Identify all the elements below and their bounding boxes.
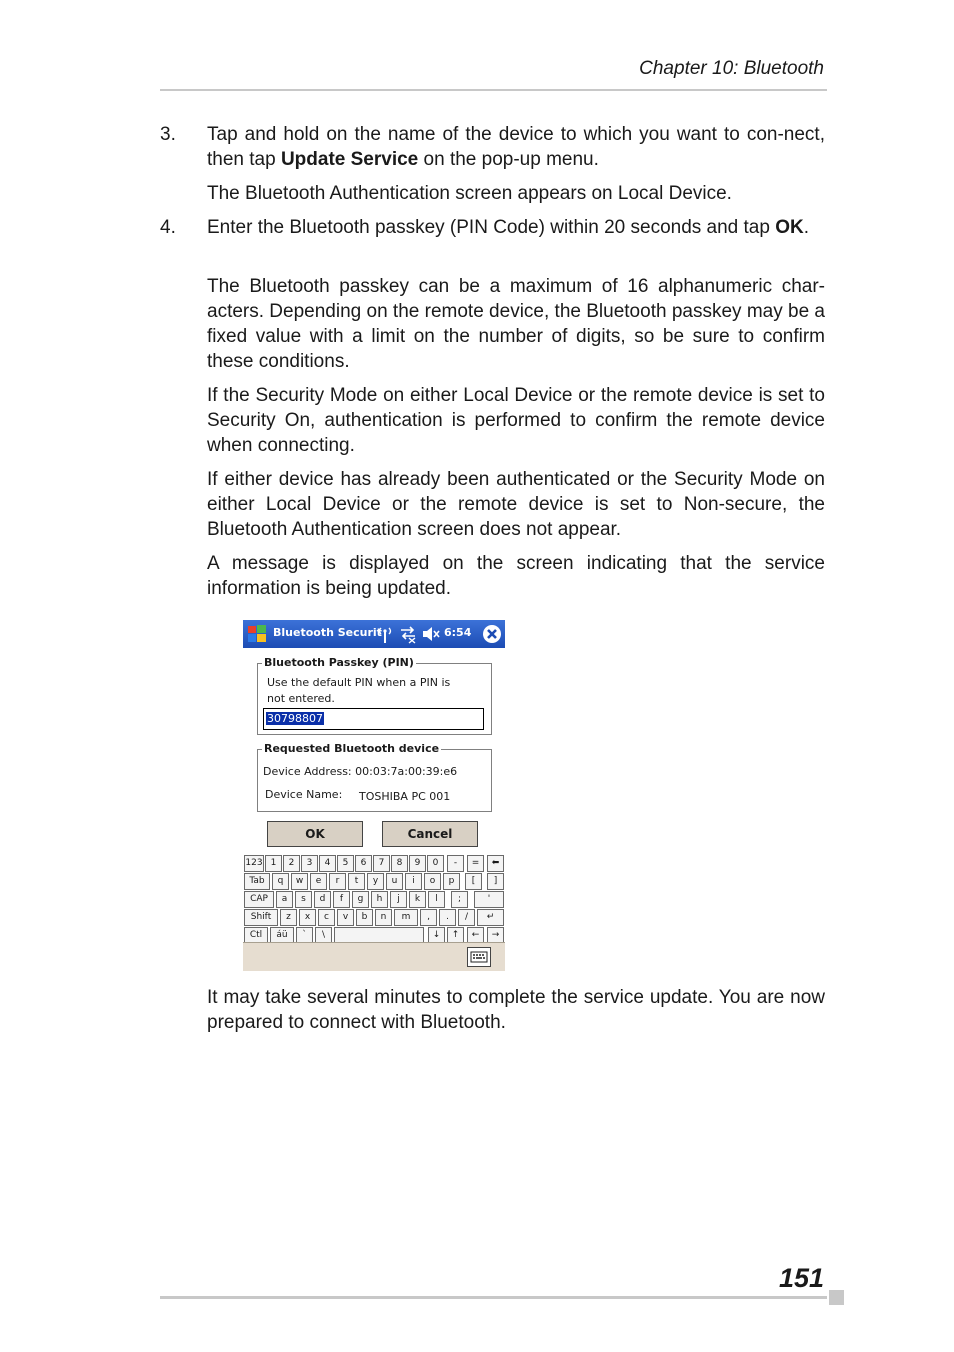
step-number: 3. bbox=[160, 124, 176, 145]
step-text bbox=[207, 122, 825, 172]
clock-time[interactable]: 6:54 bbox=[444, 626, 472, 639]
key[interactable]: ` bbox=[296, 927, 313, 944]
key[interactable]: t bbox=[348, 873, 365, 890]
key[interactable]: , bbox=[420, 909, 437, 926]
key[interactable]: q bbox=[272, 873, 289, 890]
message-paragraph: A message is displayed on the screen indicating that the service information is being updated. bbox=[207, 553, 825, 599]
soft-keyboard bbox=[243, 853, 505, 943]
step-text bbox=[207, 215, 825, 240]
key[interactable]: 4 bbox=[319, 855, 336, 872]
page-number: 151 bbox=[778, 1263, 824, 1293]
key[interactable]: e bbox=[310, 873, 327, 890]
key[interactable]: g bbox=[352, 891, 369, 908]
requested-device-group-title: Requested Bluetooth device bbox=[264, 742, 440, 755]
tab-key[interactable]: Tab bbox=[244, 873, 270, 890]
key[interactable]: r bbox=[329, 873, 346, 890]
key[interactable]: . bbox=[439, 909, 456, 926]
key-123[interactable]: 123 bbox=[244, 855, 264, 872]
pin-hint-line1: Use the default PIN when a PIN is bbox=[267, 676, 451, 689]
key[interactable]: 2 bbox=[283, 855, 300, 872]
footer-marker bbox=[829, 1290, 844, 1305]
enter-key[interactable]: ↵ bbox=[477, 909, 504, 926]
key[interactable]: b bbox=[356, 909, 373, 926]
key[interactable]: u bbox=[386, 873, 403, 890]
key[interactable]: k bbox=[409, 891, 426, 908]
key[interactable]: m bbox=[394, 909, 418, 926]
ok-button[interactable]: OK bbox=[267, 821, 363, 847]
key[interactable]: c bbox=[318, 909, 335, 926]
key[interactable]: l bbox=[428, 891, 445, 908]
key[interactable]: v bbox=[337, 909, 354, 926]
pin-value: 30798807 bbox=[267, 712, 323, 725]
step-4 bbox=[160, 215, 825, 240]
ctrl-key[interactable]: Ctl bbox=[244, 927, 268, 944]
key[interactable]: 7 bbox=[373, 855, 390, 872]
shift-key[interactable]: Shift bbox=[244, 909, 278, 926]
key[interactable]: y bbox=[367, 873, 384, 890]
key[interactable]: 0 bbox=[427, 855, 444, 872]
device-name-value: TOSHIBA PC 001 bbox=[359, 790, 451, 803]
closing-paragraph: It may take several minutes to complete the service update. You are now prepared to connect with Bluetooth. bbox=[207, 987, 825, 1033]
key[interactable]: 1 bbox=[265, 855, 282, 872]
key[interactable]: [ bbox=[465, 873, 482, 890]
update-service-term: Update Service bbox=[280, 149, 419, 170]
window-title: Bluetooth Securit bbox=[273, 626, 382, 639]
key[interactable]: 3 bbox=[301, 855, 318, 872]
arrow-right-key[interactable]: → bbox=[487, 927, 504, 944]
footer-rule bbox=[160, 1296, 827, 1299]
ok-term: OK bbox=[775, 217, 804, 238]
passkey-max-paragraph: The Bluetooth passkey can be a maximum of 16 alphanumeric char-acters. Depending on the remote device, the Bluetooth passkey may be a fixed value with a limit on the number of digits, so be sure to confirm these conditions. bbox=[207, 276, 825, 372]
step-number: 4. bbox=[160, 217, 176, 238]
title-bar bbox=[243, 620, 505, 648]
key[interactable]: d bbox=[314, 891, 331, 908]
key[interactable]: - bbox=[447, 855, 464, 872]
key[interactable]: \ bbox=[315, 927, 332, 944]
key[interactable]: ; bbox=[451, 891, 468, 908]
security-mode-paragraph: If the Security Mode on either Local Device or the remote device is set to Security On, authentication is performed to confirm the remote device when connecting. bbox=[207, 385, 825, 456]
passkey-group-title: Bluetooth Passkey (PIN) bbox=[264, 656, 414, 669]
key[interactable]: ] bbox=[487, 873, 504, 890]
arrow-up-key[interactable]: ↑ bbox=[447, 927, 464, 944]
signal-icon[interactable] bbox=[376, 624, 394, 644]
arrow-left-key[interactable]: ← bbox=[467, 927, 484, 944]
key[interactable]: w bbox=[291, 873, 308, 890]
key[interactable]: h bbox=[371, 891, 388, 908]
key[interactable]: = bbox=[467, 855, 484, 872]
key[interactable]: a bbox=[276, 891, 293, 908]
close-icon[interactable] bbox=[482, 624, 502, 644]
header-rule bbox=[160, 89, 827, 91]
menu-bar bbox=[243, 942, 505, 971]
step-text-pre: Enter the Bluetooth passkey (PIN Code) within 20 seconds and tap bbox=[207, 217, 776, 238]
keyboard-icon[interactable] bbox=[467, 947, 491, 967]
backspace-key[interactable]: ⬅ bbox=[487, 855, 504, 872]
step-text-post: . bbox=[803, 217, 809, 238]
step-3 bbox=[160, 122, 825, 172]
connectivity-icon[interactable] bbox=[399, 624, 417, 644]
chapter-header: Chapter 10: Bluetooth bbox=[639, 58, 824, 79]
pin-hint-line2: not entered. bbox=[267, 692, 335, 705]
auth-screen-paragraph: The Bluetooth Authentication screen appears on Local Device. bbox=[207, 183, 732, 204]
speaker-muted-icon[interactable] bbox=[421, 624, 441, 644]
key[interactable]: p bbox=[443, 873, 460, 890]
cancel-button[interactable]: Cancel bbox=[382, 821, 478, 847]
device-address: Device Address: 00:03:7a:00:39:e6 bbox=[263, 765, 458, 778]
windows-logo-icon[interactable] bbox=[246, 623, 268, 645]
key[interactable]: ' bbox=[474, 891, 504, 908]
key[interactable]: 9 bbox=[409, 855, 426, 872]
key[interactable]: n bbox=[375, 909, 392, 926]
step-text-post: on the pop-up menu. bbox=[418, 149, 599, 170]
key[interactable]: z bbox=[280, 909, 297, 926]
key[interactable]: 8 bbox=[391, 855, 408, 872]
device-name-label: Device Name: bbox=[265, 788, 343, 801]
requested-device-group bbox=[257, 742, 492, 812]
accent-key[interactable]: áü bbox=[270, 927, 294, 944]
key[interactable]: 5 bbox=[337, 855, 354, 872]
key[interactable]: x bbox=[299, 909, 316, 926]
key[interactable]: / bbox=[458, 909, 475, 926]
pin-input[interactable] bbox=[263, 708, 484, 730]
key[interactable]: f bbox=[333, 891, 350, 908]
arrow-down-key[interactable]: ↓ bbox=[428, 927, 445, 944]
caps-key[interactable]: CAP bbox=[244, 891, 274, 908]
key[interactable]: j bbox=[390, 891, 407, 908]
key[interactable]: o bbox=[424, 873, 441, 890]
step-text-pre: Tap and hold on the name of the device to which you want to con-nect, then tap bbox=[207, 124, 825, 170]
device-screenshot bbox=[243, 620, 505, 970]
key[interactable]: s bbox=[295, 891, 312, 908]
key[interactable]: i bbox=[405, 873, 422, 890]
key[interactable]: 6 bbox=[355, 855, 372, 872]
already-auth-paragraph: If either device has already been authenticated or the Security Mode on either Local Device or the remote device is set to Non-secure, the Bluetooth Authentication screen does not appear. bbox=[207, 469, 825, 540]
